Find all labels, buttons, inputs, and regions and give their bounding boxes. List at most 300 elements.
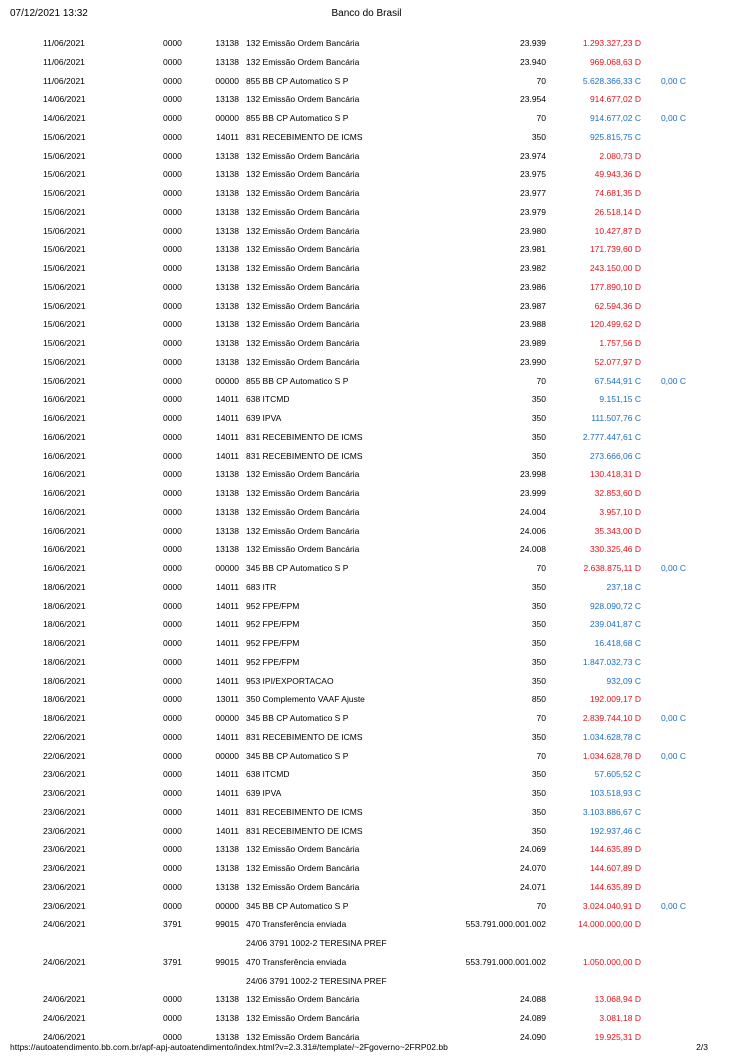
lot-cell: 00000 xyxy=(215,900,239,911)
date-cell: 14/06/2021 xyxy=(43,113,86,123)
value-cell: 192.937,46 C xyxy=(589,825,641,836)
date-cell: 15/06/2021 xyxy=(43,150,86,161)
balance-cell: 0,00 C xyxy=(660,75,686,86)
table-row xyxy=(0,953,733,972)
document-cell: 350 xyxy=(531,656,546,667)
lot-cell: 13138 xyxy=(215,225,239,236)
date-cell: 15/06/2021 xyxy=(43,131,86,142)
table-row xyxy=(0,709,733,728)
agency-cell: 0000 xyxy=(163,750,182,761)
document-cell: 23.986 xyxy=(520,281,546,292)
table-row xyxy=(0,840,733,859)
document-cell: 350 xyxy=(531,806,546,817)
agency-cell: 0000 xyxy=(163,206,182,217)
table-row xyxy=(0,990,733,1009)
date-cell: 15/06/2021 xyxy=(43,300,86,311)
agency-cell: 0000 xyxy=(163,994,182,1005)
history-cell: 132 Emissão Ordem Bancária xyxy=(246,225,360,236)
agency-cell: 0000 xyxy=(163,338,182,348)
document-cell: 350 xyxy=(531,581,546,592)
lot-cell: 14011 xyxy=(215,731,239,742)
value-cell: 5.628.366,33 C xyxy=(582,75,641,86)
value-cell: 1.293.327,23 D xyxy=(582,38,641,48)
lot-cell: 13138 xyxy=(215,188,239,198)
document-cell: 23.977 xyxy=(520,188,546,198)
balance-cell: 0,00 C xyxy=(660,113,686,123)
lot-cell: 14011 xyxy=(215,769,239,780)
history-cell: 132 Emissão Ordem Bancária xyxy=(246,206,360,217)
date-cell: 23/06/2021 xyxy=(43,825,86,836)
table-row xyxy=(0,728,733,747)
document-cell: 23.989 xyxy=(520,338,546,348)
document-cell: 24.088 xyxy=(520,994,546,1005)
document-cell: 23.999 xyxy=(520,488,546,498)
history-cell: 952 FPE/FPM xyxy=(246,638,300,648)
table-row xyxy=(0,53,733,72)
document-cell: 350 xyxy=(531,638,546,648)
agency-cell: 0000 xyxy=(163,375,182,386)
value-cell: 330.325,46 D xyxy=(589,544,641,555)
date-cell: 22/06/2021 xyxy=(43,731,86,742)
lot-cell: 13138 xyxy=(215,281,239,292)
date-cell: 16/06/2021 xyxy=(43,450,86,461)
balance-cell: 0,00 C xyxy=(660,750,686,761)
date-cell: 24/06/2021 xyxy=(43,1013,86,1023)
lot-cell: 13138 xyxy=(215,338,239,348)
document-cell: 24.008 xyxy=(520,544,546,555)
table-row xyxy=(0,859,733,878)
agency-cell: 0000 xyxy=(163,675,182,686)
date-cell: 14/06/2021 xyxy=(43,94,86,105)
value-cell: 144.635,89 D xyxy=(589,844,641,855)
table-row xyxy=(0,297,733,316)
lot-cell: 14011 xyxy=(215,581,239,592)
history-cell: 132 Emissão Ordem Bancária xyxy=(246,150,360,161)
balance-cell: 0,00 C xyxy=(660,900,686,911)
history-cell: 132 Emissão Ordem Bancária xyxy=(246,281,360,292)
page-url[interactable]: https://autoatendimento.bb.com.br/apf-apj-autoatendimento/index.html?v=2.3.31#/template/~2Fgoverno~2FRP02.bb xyxy=(10,1042,448,1052)
history-cell: 831 RECEBIMENTO DE ICMS xyxy=(246,731,363,742)
history-cell: 132 Emissão Ordem Bancária xyxy=(246,56,360,67)
history-cell: 855 BB CP Automatico S P xyxy=(246,375,349,386)
history-cell: 350 Complemento VAAF Ajuste xyxy=(246,694,365,705)
print-datetime: 07/12/2021 13:32 xyxy=(10,8,88,19)
agency-cell: 0000 xyxy=(163,225,182,236)
table-row xyxy=(0,128,733,147)
lot-cell: 14011 xyxy=(215,413,239,423)
document-cell: 23.939 xyxy=(520,38,546,48)
table-row xyxy=(0,915,733,934)
table-row xyxy=(0,428,733,447)
history-cell: 855 BB CP Automatico S P xyxy=(246,113,349,123)
document-cell: 350 xyxy=(531,600,546,611)
lot-cell: 13138 xyxy=(215,1031,239,1042)
agency-cell: 0000 xyxy=(163,506,182,517)
value-cell: 144.607,89 D xyxy=(589,863,641,873)
lot-cell: 13138 xyxy=(215,469,239,480)
agency-cell: 0000 xyxy=(163,713,182,723)
document-cell: 70 xyxy=(536,375,546,386)
history-cell: 132 Emissão Ordem Bancária xyxy=(246,506,360,517)
date-cell: 11/06/2021 xyxy=(43,75,85,86)
document-cell: 24.090 xyxy=(520,1031,546,1042)
agency-cell: 0000 xyxy=(163,600,182,611)
history-cell: 132 Emissão Ordem Bancária xyxy=(246,169,360,180)
document-cell: 350 xyxy=(531,131,546,142)
lot-cell: 13138 xyxy=(215,300,239,311)
history-cell: 132 Emissão Ordem Bancária xyxy=(246,338,360,348)
date-cell: 16/06/2021 xyxy=(43,394,86,405)
history-cell: 132 Emissão Ordem Bancária xyxy=(246,38,360,48)
history-cell: 952 FPE/FPM xyxy=(246,600,300,611)
history-cell: 132 Emissão Ordem Bancária xyxy=(246,263,360,273)
agency-cell: 0000 xyxy=(163,394,182,405)
history-cell: 831 RECEBIMENTO DE ICMS xyxy=(246,431,363,442)
history-cell: 831 RECEBIMENTO DE ICMS xyxy=(246,450,363,461)
value-cell: 14.000.000,00 D xyxy=(578,919,641,930)
table-row xyxy=(0,634,733,653)
table-row xyxy=(0,372,733,391)
value-cell: 10.427,87 D xyxy=(594,225,641,236)
value-cell: 13.068,94 D xyxy=(594,994,641,1005)
agency-cell: 0000 xyxy=(163,900,182,911)
date-cell: 16/06/2021 xyxy=(43,469,86,480)
history-cell: 132 Emissão Ordem Bancária xyxy=(246,525,360,536)
page-title: Banco do Brasil xyxy=(331,8,402,19)
value-cell: 925.815,75 C xyxy=(589,131,641,142)
balance-cell: 0,00 C xyxy=(660,713,686,723)
agency-cell: 0000 xyxy=(163,431,182,442)
date-cell: 18/06/2021 xyxy=(43,581,86,592)
history-cell: 132 Emissão Ordem Bancária xyxy=(246,319,360,330)
lot-cell: 13138 xyxy=(215,94,239,105)
date-cell: 15/06/2021 xyxy=(43,356,86,367)
history-cell: 132 Emissão Ordem Bancária xyxy=(246,300,360,311)
agency-cell: 0000 xyxy=(163,881,182,892)
value-cell: 111.507,76 C xyxy=(591,413,641,423)
value-cell: 1.757,56 D xyxy=(599,338,641,348)
lot-cell: 14011 xyxy=(215,394,239,405)
table-row xyxy=(0,484,733,503)
value-cell: 9.151,15 C xyxy=(599,394,641,405)
page-number: 2/3 xyxy=(696,1042,708,1052)
value-cell: 52.077,97 D xyxy=(594,356,641,367)
table-row xyxy=(0,203,733,222)
date-cell: 15/06/2021 xyxy=(43,188,86,198)
lot-cell: 14011 xyxy=(215,619,239,630)
history-cell: 132 Emissão Ordem Bancária xyxy=(246,188,360,198)
history-cell: 132 Emissão Ordem Bancária xyxy=(246,94,360,105)
table-row xyxy=(0,315,733,334)
table-row xyxy=(0,784,733,803)
table-row xyxy=(0,147,733,166)
agency-cell: 0000 xyxy=(163,188,182,198)
lot-cell: 14011 xyxy=(215,638,239,648)
document-cell: 24.089 xyxy=(520,1013,546,1023)
lot-cell: 13138 xyxy=(215,356,239,367)
value-cell: 914.677,02 C xyxy=(589,113,641,123)
agency-cell: 0000 xyxy=(163,319,182,330)
table-row xyxy=(0,803,733,822)
table-row xyxy=(0,540,733,559)
value-cell: 144.635,89 D xyxy=(589,881,641,892)
value-cell: 3.024.040,91 D xyxy=(582,900,641,911)
value-cell: 32.853,60 D xyxy=(594,488,641,498)
lot-cell: 13011 xyxy=(215,694,239,705)
document-cell: 70 xyxy=(536,713,546,723)
document-cell: 23.998 xyxy=(520,469,546,480)
table-row xyxy=(0,559,733,578)
value-cell: 273.666,06 C xyxy=(589,450,641,461)
history-cell: 132 Emissão Ordem Bancária xyxy=(246,994,360,1005)
document-cell: 350 xyxy=(531,394,546,405)
agency-cell: 0000 xyxy=(163,488,182,498)
document-cell: 24.006 xyxy=(520,525,546,536)
date-cell: 15/06/2021 xyxy=(43,206,86,217)
document-cell: 350 xyxy=(531,788,546,798)
lot-cell: 13138 xyxy=(215,544,239,555)
agency-cell: 0000 xyxy=(163,413,182,423)
agency-cell: 0000 xyxy=(163,731,182,742)
history-cell: 132 Emissão Ordem Bancária xyxy=(246,356,360,367)
value-cell: 237,18 C xyxy=(606,581,641,592)
document-cell: 70 xyxy=(536,750,546,761)
date-cell: 22/06/2021 xyxy=(43,750,86,761)
date-cell: 16/06/2021 xyxy=(43,525,86,536)
document-cell: 23.982 xyxy=(520,263,546,273)
table-row xyxy=(0,672,733,691)
document-cell: 23.987 xyxy=(520,300,546,311)
document-cell: 23.975 xyxy=(520,169,546,180)
value-cell: 120.499,62 D xyxy=(589,319,641,330)
lot-cell: 00000 xyxy=(215,750,239,761)
value-cell: 35.343,00 D xyxy=(594,525,641,536)
lot-cell: 14011 xyxy=(215,131,239,142)
lot-cell: 14011 xyxy=(215,788,239,798)
agency-cell: 0000 xyxy=(163,1013,182,1023)
value-cell: 3.957,10 D xyxy=(599,506,641,517)
history-cell: 831 RECEBIMENTO DE ICMS xyxy=(246,825,363,836)
lot-cell: 00000 xyxy=(215,75,239,86)
table-row xyxy=(0,184,733,203)
document-cell: 23.988 xyxy=(520,319,546,330)
table-row xyxy=(0,222,733,241)
document-cell: 350 xyxy=(531,431,546,442)
value-cell: 130.418,31 D xyxy=(589,469,641,480)
history-cell: 345 BB CP Automatico S P xyxy=(246,900,349,911)
document-cell: 24.071 xyxy=(520,881,546,892)
value-cell: 1.847.032,73 C xyxy=(582,656,641,667)
balance-cell: 0,00 C xyxy=(660,375,686,386)
document-cell: 23.940 xyxy=(520,56,546,67)
history-cell: 952 FPE/FPM xyxy=(246,619,300,630)
document-cell: 23.980 xyxy=(520,225,546,236)
history-cell: 831 RECEBIMENTO DE ICMS xyxy=(246,806,363,817)
lot-cell: 13138 xyxy=(215,150,239,161)
date-cell: 15/06/2021 xyxy=(43,375,86,386)
lot-cell: 99015 xyxy=(215,956,239,967)
lot-cell: 13138 xyxy=(215,169,239,180)
lot-cell: 14011 xyxy=(215,450,239,461)
lot-cell: 13138 xyxy=(215,844,239,855)
date-cell: 23/06/2021 xyxy=(43,806,86,817)
history-cell: 470 Transferência enviada xyxy=(246,919,347,930)
table-row xyxy=(0,972,733,991)
document-cell: 23.981 xyxy=(520,244,546,255)
value-cell: 2.839.744,10 D xyxy=(582,713,641,723)
table-row xyxy=(0,390,733,409)
lot-cell: 00000 xyxy=(215,713,239,723)
history-cell: 470 Transferência enviada xyxy=(246,956,347,967)
table-row xyxy=(0,615,733,634)
lot-cell: 14011 xyxy=(215,656,239,667)
history-cell: 24/06 3791 1002-2 TERESINA PREF xyxy=(246,975,387,986)
table-row xyxy=(0,897,733,916)
history-cell: 132 Emissão Ordem Bancária xyxy=(246,544,360,555)
lot-cell: 13138 xyxy=(215,506,239,517)
date-cell: 18/06/2021 xyxy=(43,675,86,686)
value-cell: 928.090,72 C xyxy=(589,600,641,611)
value-cell: 3.103.886,67 C xyxy=(582,806,641,817)
value-cell: 67.544,91 C xyxy=(594,375,641,386)
lot-cell: 14011 xyxy=(215,431,239,442)
agency-cell: 0000 xyxy=(163,563,182,573)
date-cell: 23/06/2021 xyxy=(43,881,86,892)
document-cell: 24.069 xyxy=(520,844,546,855)
date-cell: 15/06/2021 xyxy=(43,338,86,348)
history-cell: 132 Emissão Ordem Bancária xyxy=(246,844,360,855)
date-cell: 16/06/2021 xyxy=(43,488,86,498)
lot-cell: 13138 xyxy=(215,263,239,273)
value-cell: 62.594,36 D xyxy=(594,300,641,311)
agency-cell: 0000 xyxy=(163,300,182,311)
agency-cell: 0000 xyxy=(163,450,182,461)
agency-cell: 0000 xyxy=(163,150,182,161)
lot-cell: 13138 xyxy=(215,38,239,48)
date-cell: 23/06/2021 xyxy=(43,788,86,798)
value-cell: 969.068,63 D xyxy=(589,56,641,67)
document-cell: 350 xyxy=(531,769,546,780)
document-cell: 350 xyxy=(531,450,546,461)
date-cell: 24/06/2021 xyxy=(43,956,86,967)
date-cell: 18/06/2021 xyxy=(43,638,86,648)
date-cell: 15/06/2021 xyxy=(43,169,86,180)
document-cell: 24.004 xyxy=(520,506,546,517)
history-cell: 132 Emissão Ordem Bancária xyxy=(246,488,360,498)
agency-cell: 3791 xyxy=(163,919,182,930)
table-row xyxy=(0,578,733,597)
document-cell: 350 xyxy=(531,413,546,423)
table-row xyxy=(0,109,733,128)
document-cell: 350 xyxy=(531,825,546,836)
date-cell: 24/06/2021 xyxy=(43,919,86,930)
agency-cell: 0000 xyxy=(163,263,182,273)
history-cell: 132 Emissão Ordem Bancária xyxy=(246,863,360,873)
history-cell: 132 Emissão Ordem Bancária xyxy=(246,1031,360,1042)
lot-cell: 13138 xyxy=(215,863,239,873)
date-cell: 16/06/2021 xyxy=(43,413,86,423)
lot-cell: 13138 xyxy=(215,244,239,255)
value-cell: 177.890,10 D xyxy=(589,281,641,292)
lot-cell: 13138 xyxy=(215,319,239,330)
date-cell: 11/06/2021 xyxy=(43,38,85,48)
agency-cell: 0000 xyxy=(163,863,182,873)
document-cell: 70 xyxy=(536,75,546,86)
date-cell: 18/06/2021 xyxy=(43,619,86,630)
value-cell: 1.034.628,78 C xyxy=(582,731,641,742)
table-row xyxy=(0,878,733,897)
agency-cell: 0000 xyxy=(163,656,182,667)
table-row xyxy=(0,747,733,766)
document-cell: 23.954 xyxy=(520,94,546,105)
date-cell: 23/06/2021 xyxy=(43,863,86,873)
value-cell: 16.418,68 C xyxy=(594,638,641,648)
agency-cell: 0000 xyxy=(163,244,182,255)
date-cell: 24/06/2021 xyxy=(43,994,86,1005)
date-cell: 23/06/2021 xyxy=(43,769,86,780)
agency-cell: 0000 xyxy=(163,56,182,67)
table-row xyxy=(0,90,733,109)
agency-cell: 0000 xyxy=(163,544,182,555)
table-row xyxy=(0,334,733,353)
table-row xyxy=(0,465,733,484)
value-cell: 19.925,31 D xyxy=(594,1031,641,1042)
lot-cell: 00000 xyxy=(215,563,239,573)
date-cell: 15/06/2021 xyxy=(43,225,86,236)
history-cell: 132 Emissão Ordem Bancária xyxy=(246,244,360,255)
date-cell: 16/06/2021 xyxy=(43,563,86,573)
document-cell: 70 xyxy=(536,563,546,573)
history-cell: 683 ITR xyxy=(246,581,277,592)
history-cell: 953 IPI/EXPORTACAO xyxy=(246,675,334,686)
history-cell: 132 Emissão Ordem Bancária xyxy=(246,469,360,480)
agency-cell: 0000 xyxy=(163,769,182,780)
lot-cell: 13138 xyxy=(215,881,239,892)
lot-cell: 00000 xyxy=(215,375,239,386)
lot-cell: 14011 xyxy=(215,675,239,686)
balance-cell: 0,00 C xyxy=(660,563,686,573)
lot-cell: 14011 xyxy=(215,825,239,836)
value-cell: 171.739,60 D xyxy=(589,244,641,255)
agency-cell: 0000 xyxy=(163,694,182,705)
document-cell: 24.070 xyxy=(520,863,546,873)
agency-cell: 0000 xyxy=(163,38,182,48)
table-row xyxy=(0,72,733,91)
date-cell: 23/06/2021 xyxy=(43,900,86,911)
document-cell: 350 xyxy=(531,675,546,686)
value-cell: 192.009,17 D xyxy=(589,694,641,705)
history-cell: 345 BB CP Automatico S P xyxy=(246,563,349,573)
date-cell: 15/06/2021 xyxy=(43,319,86,330)
value-cell: 243.150,00 D xyxy=(589,263,641,273)
value-cell: 2.777.447,61 C xyxy=(582,431,641,442)
lot-cell: 14011 xyxy=(215,806,239,817)
history-cell: 638 ITCMD xyxy=(246,394,290,405)
agency-cell: 0000 xyxy=(163,281,182,292)
document-cell: 23.990 xyxy=(520,356,546,367)
lot-cell: 13138 xyxy=(215,56,239,67)
history-cell: 345 BB CP Automatico S P xyxy=(246,713,349,723)
table-row xyxy=(0,690,733,709)
date-cell: 15/06/2021 xyxy=(43,281,86,292)
agency-cell: 0000 xyxy=(163,581,182,592)
table-row xyxy=(0,822,733,841)
lot-cell: 14011 xyxy=(215,600,239,611)
history-cell: 132 Emissão Ordem Bancária xyxy=(246,881,360,892)
table-row xyxy=(0,522,733,541)
date-cell: 11/06/2021 xyxy=(43,56,85,67)
value-cell: 3.081,18 D xyxy=(599,1013,641,1023)
